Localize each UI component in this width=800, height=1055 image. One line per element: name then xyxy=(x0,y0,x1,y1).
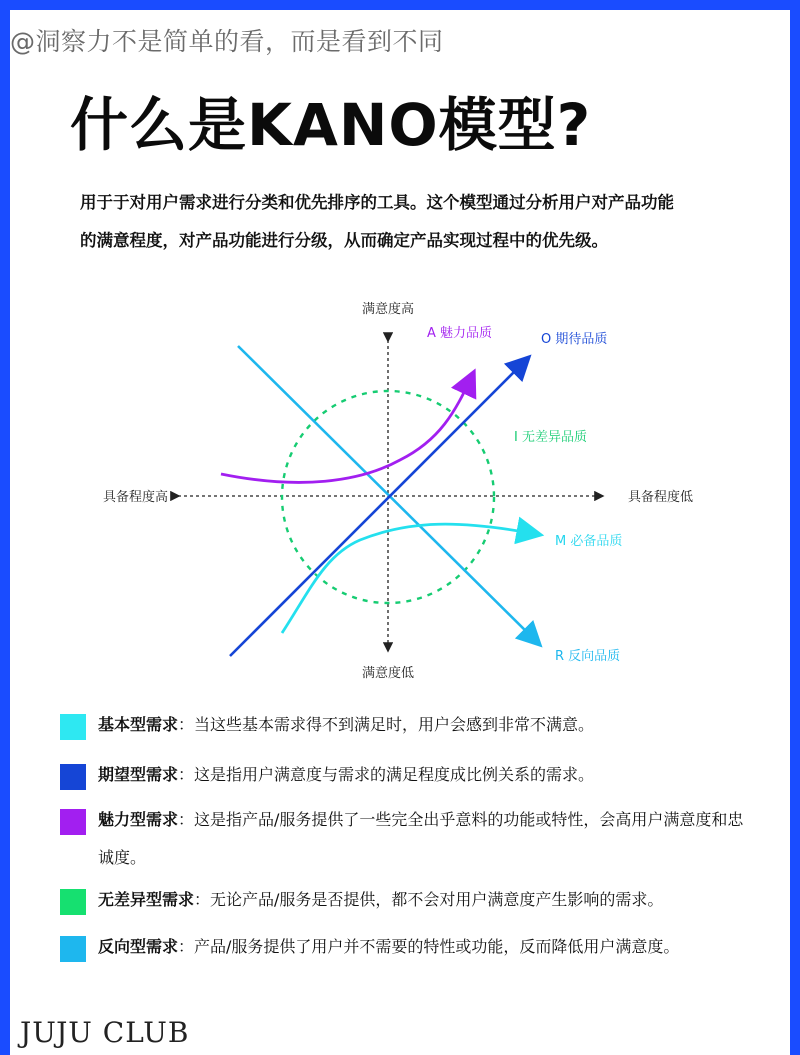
legend-desc: ：这是指用户满意度与需求的满足程度成比例关系的需求。 xyxy=(178,765,595,784)
intro-line-2: 的满意程度，对产品功能进行分级，从而确定产品实现过程中的优先级。 xyxy=(80,231,608,250)
axis-label-left: 具备程度高 xyxy=(102,490,168,505)
legend-swatch xyxy=(60,714,86,740)
label-reverse-quality: R 反向品质 xyxy=(555,649,621,664)
label-attractive-quality: A 魅力品质 xyxy=(427,326,493,341)
legend-desc: ：这是指产品/服务提供了一些完全出乎意料的功能或特性，会高用户满意度和忠诚度。 xyxy=(98,810,744,867)
legend-swatch xyxy=(60,809,86,835)
legend-term: 基本型需求 xyxy=(98,715,179,734)
label-must-be-quality: M 必备品质 xyxy=(555,534,623,549)
legend-item-attractive xyxy=(60,807,748,877)
legend-swatch xyxy=(60,889,86,915)
intro-paragraph xyxy=(80,184,740,260)
legend-term: 反向型需求 xyxy=(98,937,179,956)
legend-term: 无差异型需求 xyxy=(98,890,195,909)
kano-diagram xyxy=(0,280,800,700)
axis-label-top: 满意度高 xyxy=(361,302,415,317)
watermark-text: @洞察力不是简单的看，而是看到不同 xyxy=(10,27,444,56)
legend-term: 期望型需求 xyxy=(98,765,179,784)
legend-swatch xyxy=(60,764,86,790)
must-be-quality-curve xyxy=(282,524,536,633)
legend-desc: ：当这些基本需求得不到满足时，用户会感到非常不满意。 xyxy=(178,715,595,734)
legend-item-reverse xyxy=(60,934,748,966)
legend-term: 魅力型需求 xyxy=(98,810,179,829)
axis-label-right: 具备程度低 xyxy=(628,490,694,505)
label-expected-quality: O 期待品质 xyxy=(541,332,608,347)
brand-logo-text: JUJU CLUB xyxy=(20,1016,190,1049)
legend-item-basic xyxy=(60,712,748,744)
intro-line-1: 用于于对用户需求进行分类和优先排序的工具。这个模型通过分析用户对产品功能 xyxy=(80,193,674,212)
axis-label-bottom: 满意度低 xyxy=(361,666,415,681)
attractive-quality-curve xyxy=(221,376,472,482)
page-title: 什么是KANO模型? xyxy=(70,91,592,159)
legend-desc: ：产品/服务提供了用户并不需要的特性或功能，反而降低用户满意度。 xyxy=(178,937,680,956)
label-indifferent-quality: I 无差异品质 xyxy=(514,430,587,445)
expected-quality-line xyxy=(230,360,526,656)
legend-swatch xyxy=(60,936,86,962)
legend-item-expected xyxy=(60,762,748,794)
legend-item-indifferent xyxy=(60,887,748,919)
legend-desc: ：无论产品/服务是否提供，都不会对用户满意度产生影响的需求。 xyxy=(194,890,664,909)
